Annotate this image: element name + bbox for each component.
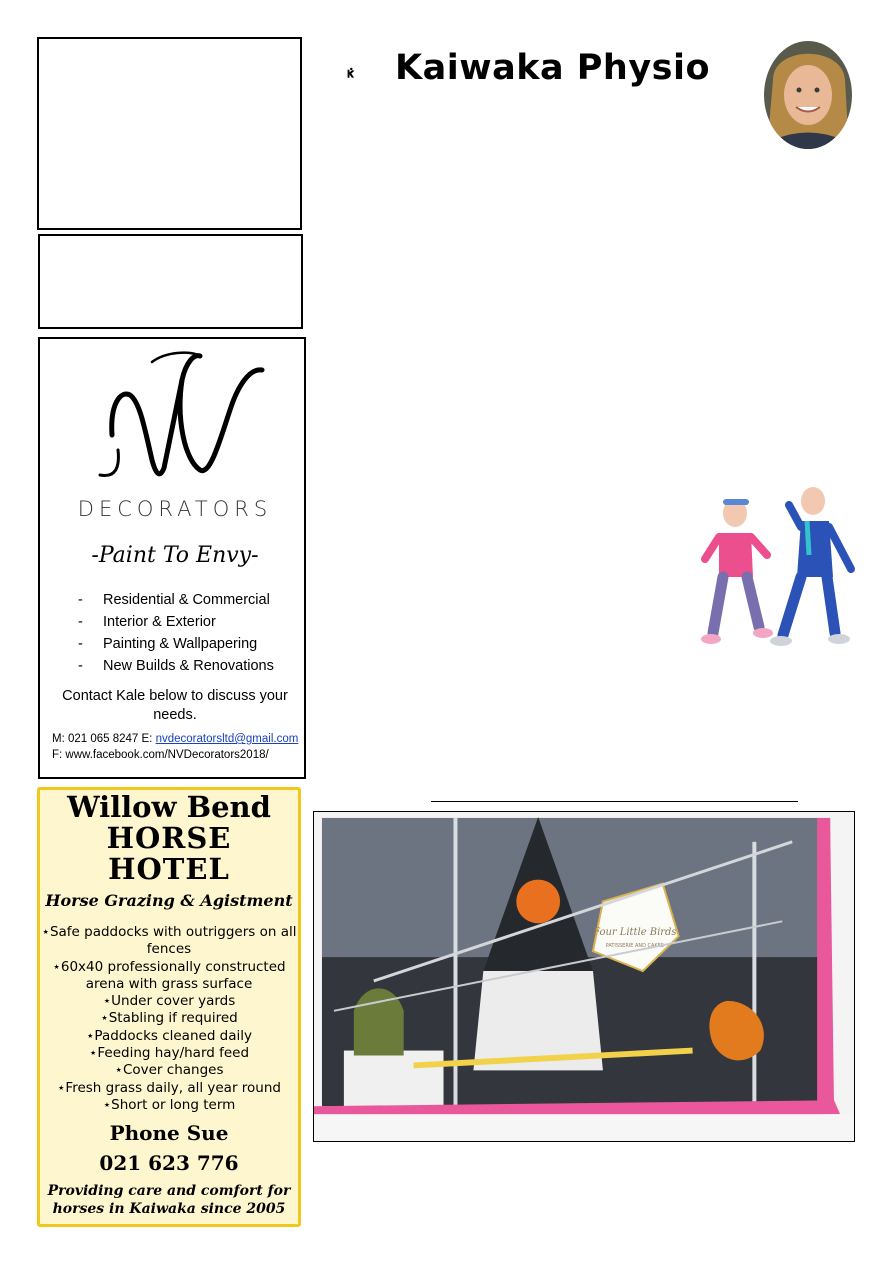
willow-title-hotel: HOTEL bbox=[108, 852, 230, 886]
list-item: ⋆Under cover yards bbox=[102, 993, 236, 1010]
list-item: - Residential & Commercial bbox=[78, 592, 270, 608]
nv-facebook: F: www.facebook.com/NVDecorators2018/ bbox=[52, 749, 269, 761]
nv-wordmark: DECORATORS bbox=[77, 497, 273, 521]
willow-features-list bbox=[40, 924, 298, 1114]
list-item: - Interior & Exterior bbox=[78, 614, 216, 630]
kaiwaka-physio-title: Kaiwaka Physio bbox=[395, 48, 711, 88]
willow-title: Willow Bend bbox=[67, 790, 271, 824]
nv-contact-details bbox=[52, 731, 298, 763]
willow-bend-ad bbox=[37, 787, 301, 1227]
list-item: ⋆Stabling if required bbox=[100, 1010, 238, 1027]
willow-phone-number: 021 623 776 bbox=[99, 1151, 239, 1176]
nv-services-list bbox=[78, 589, 274, 677]
list-item: ⋆Short or long term bbox=[102, 1096, 236, 1113]
halloween-shop-window-photo bbox=[313, 811, 855, 1142]
list-item: ⋆Paddocks cleaned daily bbox=[85, 1027, 253, 1044]
list-item: - Painting & Wallpapering bbox=[78, 636, 258, 652]
list-item: - New Builds & Renovations bbox=[78, 658, 274, 674]
walking-couple-illustration bbox=[697, 485, 857, 655]
willow-subtitle: Horse Grazing & Agistment bbox=[45, 891, 293, 910]
list-item: ⋆Safe paddocks with outriggers on all fences bbox=[41, 924, 297, 958]
nv-contact-text: Contact Kale below to discuss your needs. bbox=[62, 688, 288, 723]
shop-sign-name: Four Little Birds bbox=[593, 927, 677, 939]
list-item: ⋆60x40 professionally constructed arena with grass surface bbox=[52, 958, 286, 992]
nv-email-link[interactable]: nvdecoratorsltd@gmail.com bbox=[155, 733, 299, 745]
blank-ad-box-top bbox=[37, 37, 302, 230]
section-divider bbox=[431, 801, 798, 802]
nv-monogram-logo bbox=[90, 350, 270, 490]
nv-tagline: -Paint To Envy- bbox=[91, 543, 259, 568]
shop-sign-subtitle: PATISSERIE AND CAKES bbox=[605, 943, 664, 950]
willow-title-horse: HORSE bbox=[106, 821, 232, 855]
list-item: ⋆Feeding hay/hard feed bbox=[88, 1045, 250, 1062]
willow-footer: Providing care and comfort for horses in Kaiwaka since 2005 bbox=[47, 1183, 291, 1218]
list-item: ⋆Fresh grass daily, all year round bbox=[56, 1079, 281, 1096]
willow-phone-label: Phone Sue bbox=[109, 1121, 229, 1146]
nv-mobile: M: 021 065 8247 E: bbox=[52, 733, 153, 745]
physio-portrait-photo bbox=[763, 40, 853, 150]
blank-ad-box-middle bbox=[38, 234, 303, 329]
list-item: ⋆Cover changes bbox=[114, 1062, 224, 1079]
